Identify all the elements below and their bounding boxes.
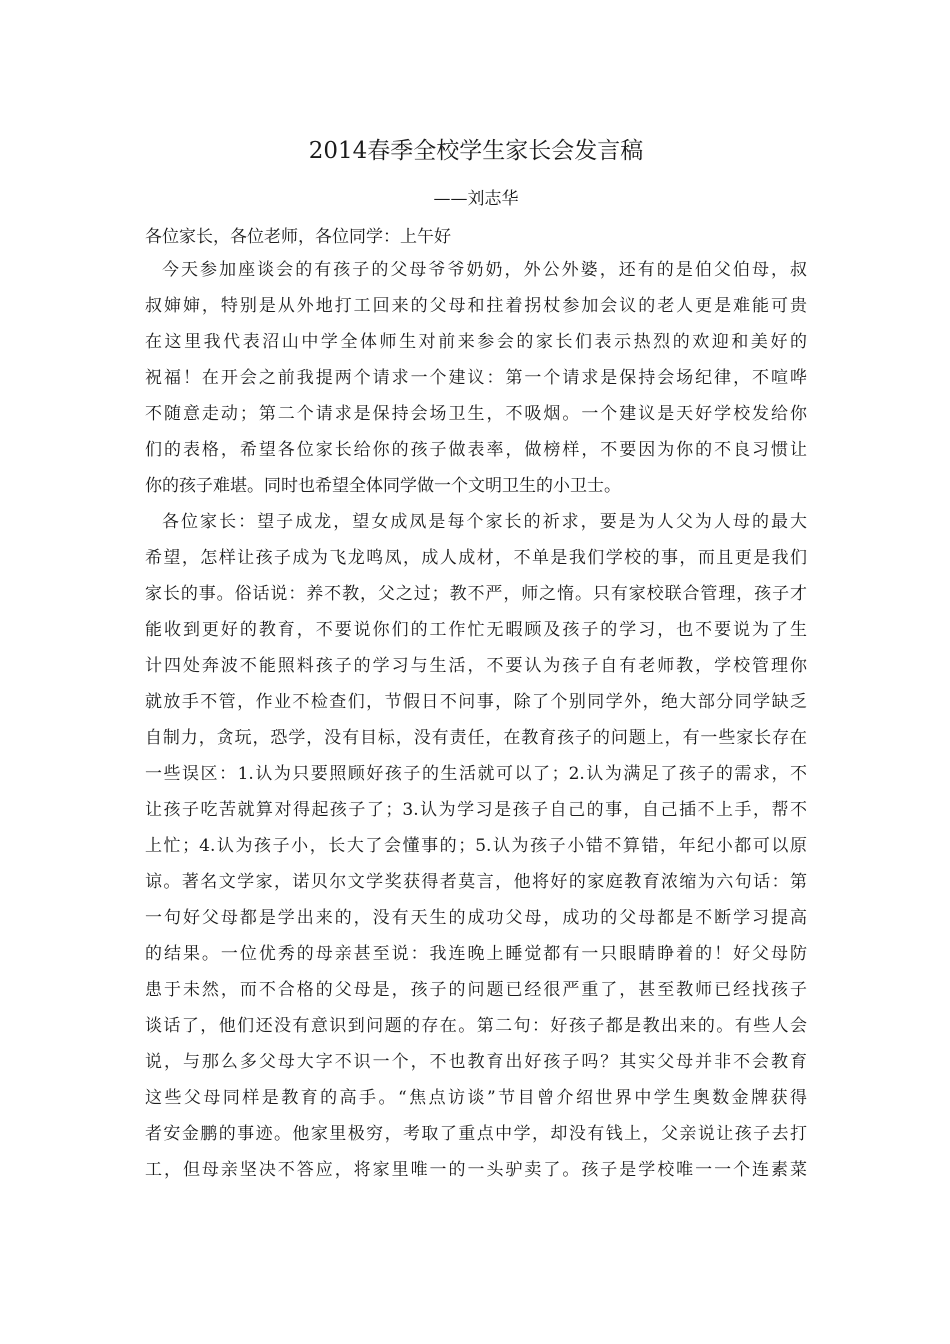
text-line: 在这里我代表沼山中学全体师生对前来参会的家长们表示热烈的欢迎和美好的 xyxy=(145,332,807,352)
body-text xyxy=(145,252,807,1188)
document-title: 2014春季全校学生家长会发言稿 xyxy=(308,138,644,164)
text-line: 谈话了，他们还没有意识到问题的存在。第二句：好孩子都是教出来的。有些人会 xyxy=(145,1016,807,1036)
text-line: 不随意走动；第二个请求是保持会场卫生，不吸烟。一个建议是天好学校发给你 xyxy=(145,404,807,424)
text-line: 谅。著名文学家，诺贝尔文学奖获得者莫言，他将好的家庭教育浓缩为六句话：第 xyxy=(145,872,807,892)
text-line: 今天参加座谈会的有孩子的父母爷爷奶奶，外公外婆，还有的是伯父伯母，叔 xyxy=(162,260,807,280)
text-line: 工，但母亲坚决不答应，将家里唯一的一头驴卖了。孩子是学校唯一一个连素菜 xyxy=(145,1160,807,1180)
text-line: 各位家长：望子成龙，望女成凤是每个家长的祈求，要是为人父为人母的最大 xyxy=(162,512,807,532)
text-line: 的结果。一位优秀的母亲甚至说：我连晚上睡觉都有一只眼睛睁着的！好父母防 xyxy=(145,944,807,964)
text-line: 能收到更好的教育，不要说你们的工作忙无暇顾及孩子的学习，也不要说为了生 xyxy=(145,620,807,640)
text-line: 自制力，贪玩，恐学，没有目标，没有责任，在教育孩子的问题上，有一些家长存在 xyxy=(145,728,807,748)
text-line: 们的表格，希望各位家长给你的孩子做表率，做榜样，不要因为你的不良习惯让 xyxy=(145,440,807,460)
text-line: 上忙；4.认为孩子小，长大了会懂事的；5.认为孩子小错不算错，年纪小都可以原 xyxy=(145,836,807,856)
text-line: 一句好父母都是学出来的，没有天生的成功父母，成功的父母都是不断学习提高 xyxy=(145,908,807,928)
text-line: 患于未然，而不合格的父母是，孩子的问题已经很严重了，甚至教师已经找孩子 xyxy=(145,980,807,1000)
text-line: 说，与那么多父母大字不识一个，不也教育出好孩子吗？其实父母并非不会教育 xyxy=(145,1052,807,1072)
text-line: 者安金鹏的事迹。他家里极穷，考取了重点中学，却没有钱上，父亲说让孩子去打 xyxy=(145,1124,807,1144)
text-line: 这些父母同样是教育的高手。“焦点访谈”节目曾介绍世界中学生奥数金牌获得 xyxy=(145,1088,807,1108)
text-line: 家长的事。俗话说：养不教，父之过；教不严，师之惰。只有家校联合管理，孩子才 xyxy=(145,584,807,604)
text-line: 叔婶婶，特别是从外地打工回来的父母和拄着拐杖参加会议的老人更是难能可贵 xyxy=(145,296,807,316)
text-line: 一些误区：1.认为只要照顾好孩子的生活就可以了；2.认为满足了孩子的需求，不 xyxy=(145,764,807,784)
text-line: 祝福！在开会之前我提两个请求一个建议：第一个请求是保持会场纪律，不喧哗 xyxy=(145,368,807,388)
text-line: 就放手不管，作业不检查们，节假日不问事，除了个别同学外，绝大部分同学缺乏 xyxy=(145,692,807,712)
salutation: 各位家长，各位老师，各位同学：上午好 xyxy=(145,227,451,247)
text-line: 你的孩子难堪。同时也希望全体同学做一个文明卫生的小卫士。 xyxy=(145,476,621,496)
text-line: 计四处奔波不能照料孩子的学习与生活，不要认为孩子自有老师教，学校管理你 xyxy=(145,656,807,676)
text-line: 让孩子吃苦就算对得起孩子了；3.认为学习是孩子自己的事，自己插不上手，帮不 xyxy=(145,800,807,820)
author-line: ——刘志华 xyxy=(433,189,519,209)
text-line: 希望，怎样让孩子成为飞龙鸣凤，成人成材，不单是我们学校的事，而且更是我们 xyxy=(145,548,807,568)
